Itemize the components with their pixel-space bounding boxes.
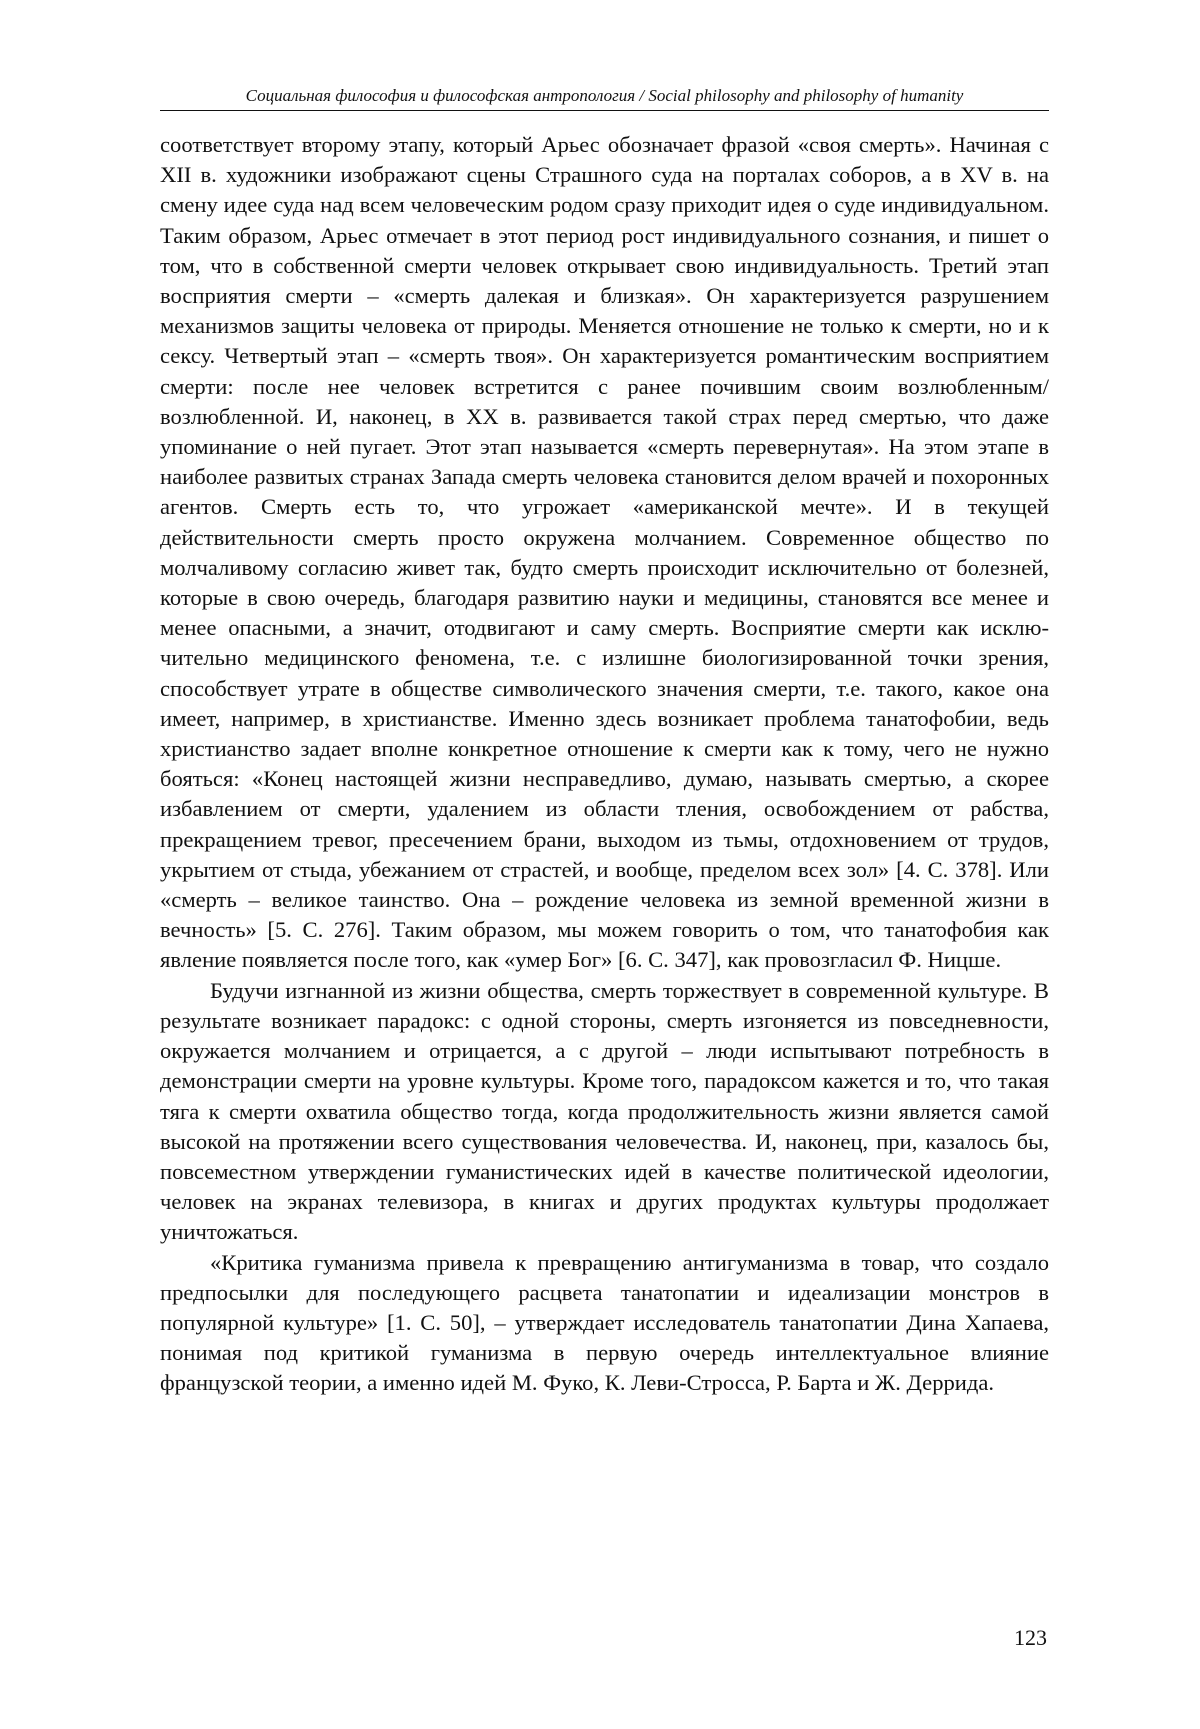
paragraph-3: «Критика гуманизма привела к превращению антигуманизма в товар, что создало предпосылки для последующего расцвета танатопатии и идеализации монстров в популярной культуре» [1. С. 50], – утверждает исследователь танатопатии Дина Хапаева, понимая под критикой гуманизма в первую очередь интеллектуальное влияние французской теории, а именно идей М. Фуко, К. Леви-Стросса, Р. Барта и Ж. Деррида. (160, 1249, 1049, 1396)
running-header: Социальная философия и философская антропология / Social philosophy and philosophy of humanity (245, 86, 964, 105)
article-body (160, 130, 1049, 1399)
paragraph-1: соответствует второму этапу, который Арьес обозначает фразой «своя смерть». Начиная с XII в. художники изображают сцены Страшного суда на порталах соборов, а в XV в. на смену идее суда над всем человеческим родом сразу приходит идея о суде индивидуальном. Таким образом, Арьес отмечает в этот период рост индивидуального сознания, и пишет о том, что в собственной смерти человек открывает свою индивидуальность. Третий этап восприятия смерти – «смерть далекая и близкая». Он характеризуется разрушением механизмов защиты человека от природы. Меняется отношение не только к смерти, но и к сексу. Четвертый этап – «смерть твоя». Он характеризуется романтическим восприятием смерти: после нее человек встретится с ранее почившим своим возлюбленным/возлюбленной. И, наконец, в XX в. развивается такой страх перед смертью, что даже упоминание о ней пугает. Этот этап называется «смерть перевернутая». На этом этапе в наиболее развитых странах Запада смерть человека становится делом врачей и похоронных агентов. Смерть есть то, что угрожает «американской мечте». И в текущей действительности смерть просто окружена молчанием. Современное общество по молчаливому согласию живет так, будто смерть происходит исключительно от болезней, которые в свою очередь, благодаря развитию науки и медицины, становятся все менее и менее опасными, а значит, отодвигают и саму смерть. Восприятие смерти как исключительно медицинского феномена, т.е. с излишне биологизированной точки зрения, способствует утрате в обществе символического значения смерти, т.е. такого, какое она имеет, например, в христианстве. Именно здесь возникает проблема танатофобии, ведь христианство задает вполне конкретное отношение к смерти как к тому, чего не нужно бояться: «Конец настоящей жизни несправедливо, думаю, называть смертью, а скорее избавлением от смерти, удалением из области тления, освобождением от рабства, прекращением тревог, пресечением брани, выходом из тьмы, отдохновением от трудов, укрытием от стыда, убежанием от страстей, и вообще, пределом всех зол» [4. С. 378]. Или «смерть – великое таинство. Она – рождение человека из земной временной жизни в вечность» [5. С. 276]. Таким образом, мы можем говорить о том, что танатофобия как явление появляется после того, как «умер Бог» [6. С. 347], как провозгласил Ф. Ницше. (160, 132, 1049, 973)
page-number: 123 (1014, 1625, 1047, 1650)
paragraph-2: Будучи изгнанной из жизни общества, смерть торжествует в современной культуре. В результате возникает парадокс: с одной стороны, смерть изгоняется из повседневности, окружается молчанием и отрицается, а с другой – люди испытывают потребность в демонстрации смерти на уровне культуры. Кроме того, парадоксом кажется и то, что такая тяга к смерти охватила общество тогда, когда продолжительность жизни является самой высокой на протяжении всего существования человечества. И, наконец, при, казалось бы, повсеместном утверждении гуманистических идей в качестве политической идеологии, человек на экранах телевизора, в книгах и других продуктах культуры продолжает уничтожаться. (160, 977, 1049, 1245)
header-rule (160, 110, 1049, 111)
